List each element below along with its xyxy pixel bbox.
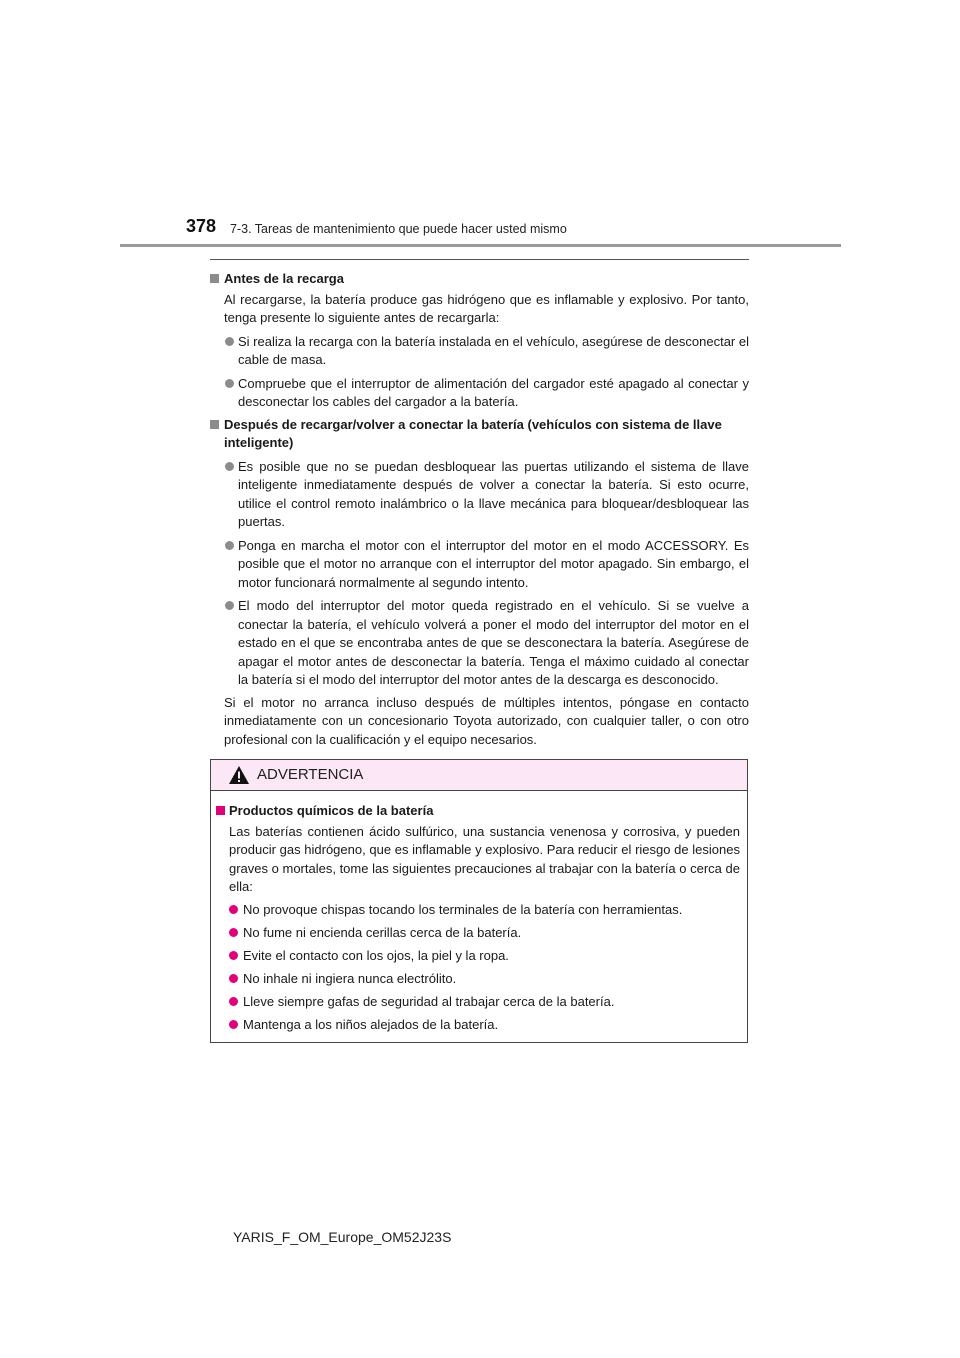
warning-header: [211, 760, 747, 791]
section-heading: Después de recargar/volver a conectar la batería (vehículos con sistema de llave inteligente): [210, 416, 749, 453]
list-item: No inhale ni ingiera nunca electrólito.: [216, 970, 740, 989]
warning-heading: Productos químicos de la batería: [216, 802, 740, 821]
round-bullet-icon: [225, 337, 234, 346]
content-top-rule: [210, 259, 749, 260]
round-bullet-icon: [225, 379, 234, 388]
list-item: Si realiza la recarga con la batería instalada en el vehículo, asegúrese de desconectar el cable de masa.: [210, 333, 749, 370]
warning-triangle-icon: [228, 765, 250, 785]
section-intro: Al recargarse, la batería produce gas hidrógeno que es inflamable y explosivo. Por tanto, tenga presente lo siguiente antes de recargarla:: [224, 291, 749, 325]
list-item: Es posible que no se puedan desbloquear las puertas utilizando el sistema de llave inteligente inmediatamente después de volver a conectar la batería. Si esto ocurre, utilice el control remoto inalámbrico o la llave mecánica para bloquear/desbloquear las puertas.: [210, 458, 749, 532]
list-item: Mantenga a los niños alejados de la batería.: [216, 1016, 740, 1035]
section-heading: Antes de la recarga: [210, 270, 749, 289]
round-bullet-icon: [229, 928, 238, 937]
round-bullet-icon: [229, 905, 238, 914]
round-bullet-icon: [229, 974, 238, 983]
round-bullet-icon: [229, 1020, 238, 1029]
list-item: Ponga en marcha el motor con el interruptor del motor en el modo ACCESSORY. Es posible que el motor no arranque con el interruptor del motor apagado. Sin embargo, el motor funcionará normalmente al segundo intento.: [210, 537, 749, 593]
list-item: No provoque chispas tocando los terminales de la batería con herramientas.: [216, 901, 740, 920]
round-bullet-icon: [229, 997, 238, 1006]
warning-box: [210, 759, 748, 1043]
header-rule: [120, 244, 841, 247]
section-closing: Si el motor no arranca incluso después de múltiples intentos, póngase en contacto inmediatamente con un concesionario Toyota autorizado, con cualquier taller, o con otro profesional con la cualificación y el equipo necesarios.: [224, 694, 749, 747]
round-bullet-icon: [225, 541, 234, 550]
warning-title: ADVERTENCIA: [257, 766, 364, 783]
square-bullet-icon: [216, 806, 225, 815]
list-item: Compruebe que el interruptor de alimentación del cargador esté apagado al conectar y desconectar los cables del cargador a la batería.: [210, 375, 749, 412]
running-header: 7-3. Tareas de mantenimiento que puede hacer usted mismo: [230, 222, 567, 236]
list-item: No fume ni encienda cerillas cerca de la batería.: [216, 924, 740, 943]
list-item: El modo del interruptor del motor queda registrado en el vehículo. Si se vuelve a conectar la batería, el vehículo volverá a poner el modo del interruptor del motor en el estado en el que se encontraba antes de que se desconectara la batería. Asegúrese de apagar el motor antes de desconectar la batería. Tenga el máximo cuidado al conectar la batería si el modo del interruptor del motor antes de la descarga es desconocido.: [210, 597, 749, 690]
warning-body: [216, 800, 740, 1035]
page-number: 378: [186, 216, 217, 236]
list-item: Evite el contacto con los ojos, la piel y la ropa.: [216, 947, 740, 966]
square-bullet-icon: [210, 274, 219, 283]
round-bullet-icon: [225, 462, 234, 471]
square-bullet-icon: [210, 420, 219, 429]
list-item: Lleve siempre gafas de seguridad al trabajar cerca de la batería.: [216, 993, 740, 1012]
round-bullet-icon: [229, 951, 238, 960]
warning-intro: Las baterías contienen ácido sulfúrico, una sustancia venenosa y corrosiva, y pueden producir gas hidrógeno, que es inflamable y explosivo. Para reducir el riesgo de lesiones graves o mortales, tome las siguientes precauciones al trabajar con la batería o cerca de ella:: [229, 823, 740, 894]
round-bullet-icon: [225, 601, 234, 610]
main-content: [210, 268, 749, 749]
footer-doc-code: YARIS_F_OM_Europe_OM52J23S: [233, 1229, 452, 1245]
